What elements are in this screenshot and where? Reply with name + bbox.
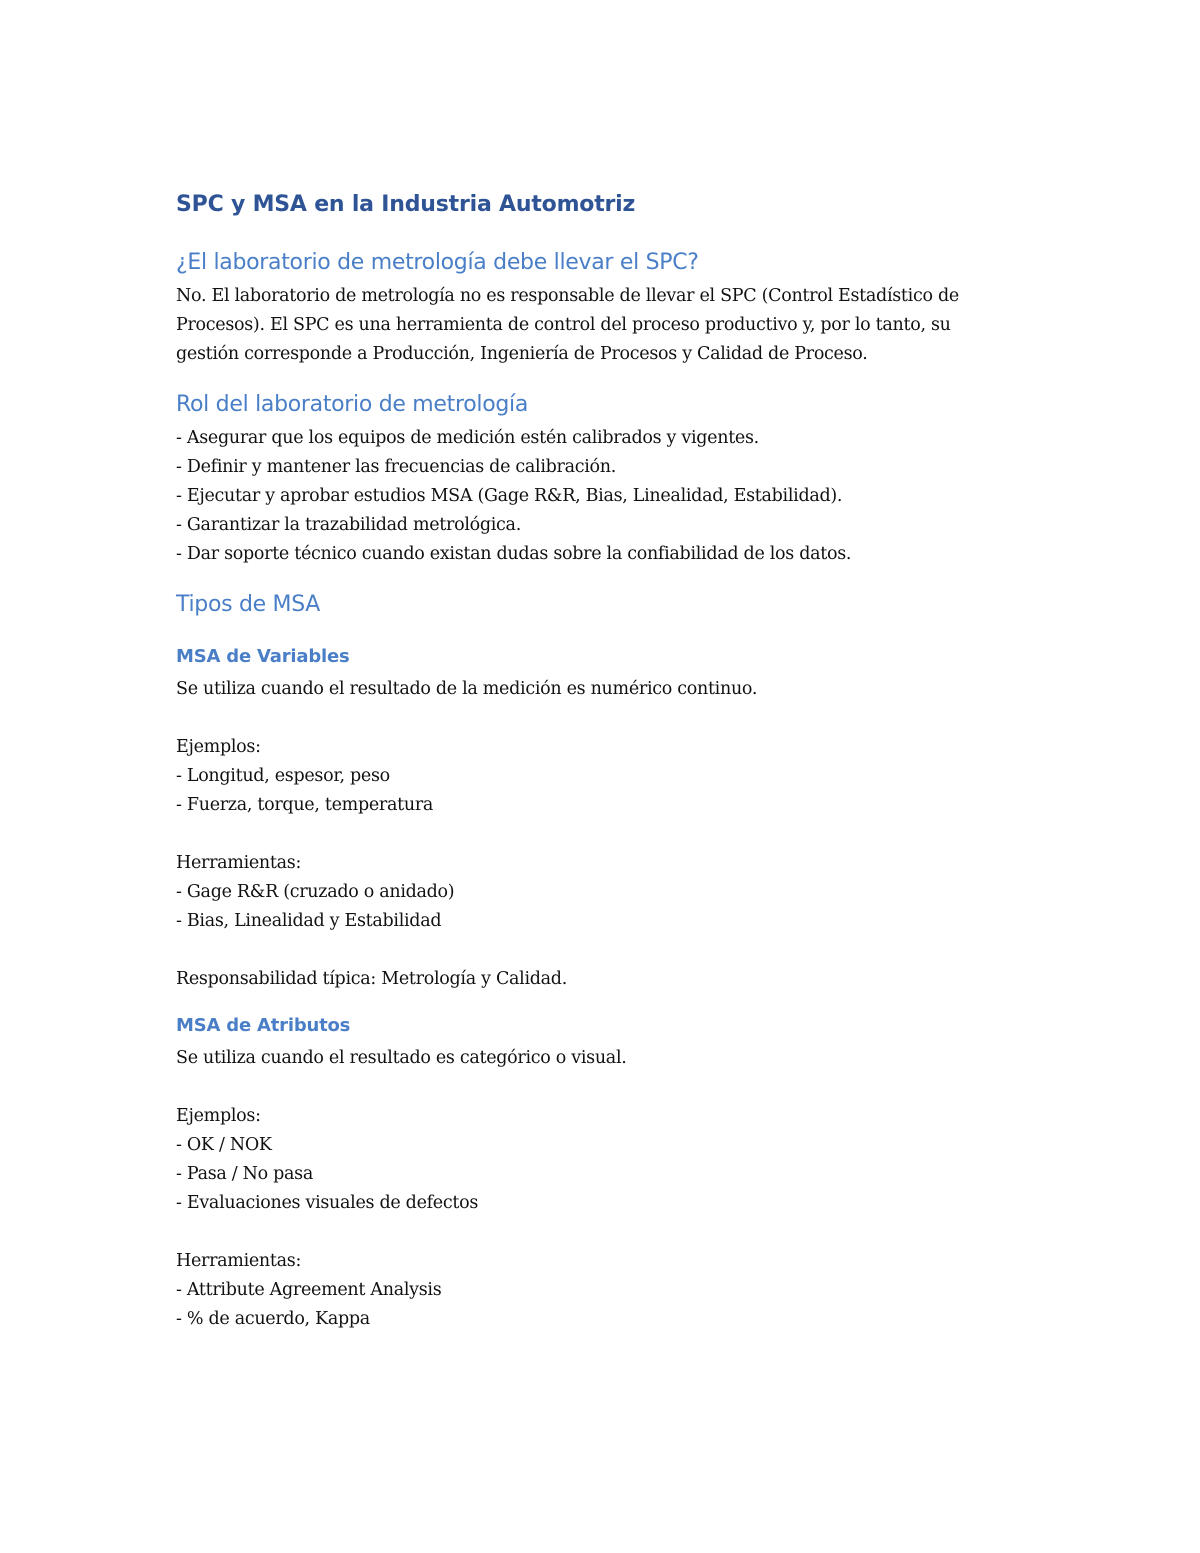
- variables-examples-label: Ejemplos:: [176, 737, 261, 757]
- variables-responsibility: Responsabilidad típica: Metrología y Calidad.: [176, 969, 567, 989]
- atributos-tools-label: Herramientas:: [176, 1251, 302, 1271]
- tipos-heading: Tipos de MSA: [176, 592, 321, 617]
- rol-heading: Rol del laboratorio de metrología: [176, 392, 529, 417]
- variables-description: Se utiliza cuando el resultado de la medición es numérico continuo.: [176, 679, 758, 699]
- list-item: - Dar soporte técnico cuando existan dudas sobre la confiabilidad de los datos.: [176, 544, 852, 564]
- paragraph-line: Procesos). El SPC es una herramienta de control del proceso productivo y, por lo tanto, su: [176, 315, 951, 335]
- variables-heading: MSA de Variables: [176, 646, 350, 667]
- paragraph-line: No. El laboratorio de metrología no es responsable de llevar el SPC (Control Estadístico de: [176, 286, 959, 306]
- variables-section: [176, 675, 757, 994]
- list-item: - Longitud, espesor, peso: [176, 766, 390, 786]
- question-paragraph: [176, 282, 959, 369]
- list-item: - Evaluaciones visuales de defectos: [176, 1193, 479, 1213]
- variables-tools-label: Herramientas:: [176, 853, 302, 873]
- atributos-examples-label: Ejemplos:: [176, 1106, 261, 1126]
- rol-list: [176, 424, 851, 569]
- list-item: - Pasa / No pasa: [176, 1164, 313, 1184]
- list-item: - Attribute Agreement Analysis: [176, 1280, 442, 1300]
- list-item: - Gage R&R (cruzado o anidado): [176, 882, 455, 902]
- atributos-heading: MSA de Atributos: [176, 1015, 351, 1036]
- list-item: - % de acuerdo, Kappa: [176, 1309, 370, 1329]
- list-item: - Bias, Linealidad y Estabilidad: [176, 911, 442, 931]
- list-item: - Fuerza, torque, temperatura: [176, 795, 434, 815]
- list-item: - Garantizar la trazabilidad metrológica.: [176, 515, 521, 535]
- list-item: - Asegurar que los equipos de medición estén calibrados y vigentes.: [176, 428, 759, 448]
- question-heading: ¿El laboratorio de metrología debe llevar el SPC?: [176, 250, 699, 275]
- atributos-section: [176, 1044, 627, 1334]
- list-item: - Ejecutar y aprobar estudios MSA (Gage R&R, Bias, Linealidad, Estabilidad).: [176, 486, 843, 506]
- paragraph-line: gestión corresponde a Producción, Ingeniería de Procesos y Calidad de Proceso.: [176, 344, 868, 364]
- document-title: SPC y MSA en la Industria Automotriz: [176, 192, 636, 217]
- list-item: - OK / NOK: [176, 1135, 272, 1155]
- atributos-description: Se utiliza cuando el resultado es categórico o visual.: [176, 1048, 627, 1068]
- list-item: - Definir y mantener las frecuencias de calibración.: [176, 457, 616, 477]
